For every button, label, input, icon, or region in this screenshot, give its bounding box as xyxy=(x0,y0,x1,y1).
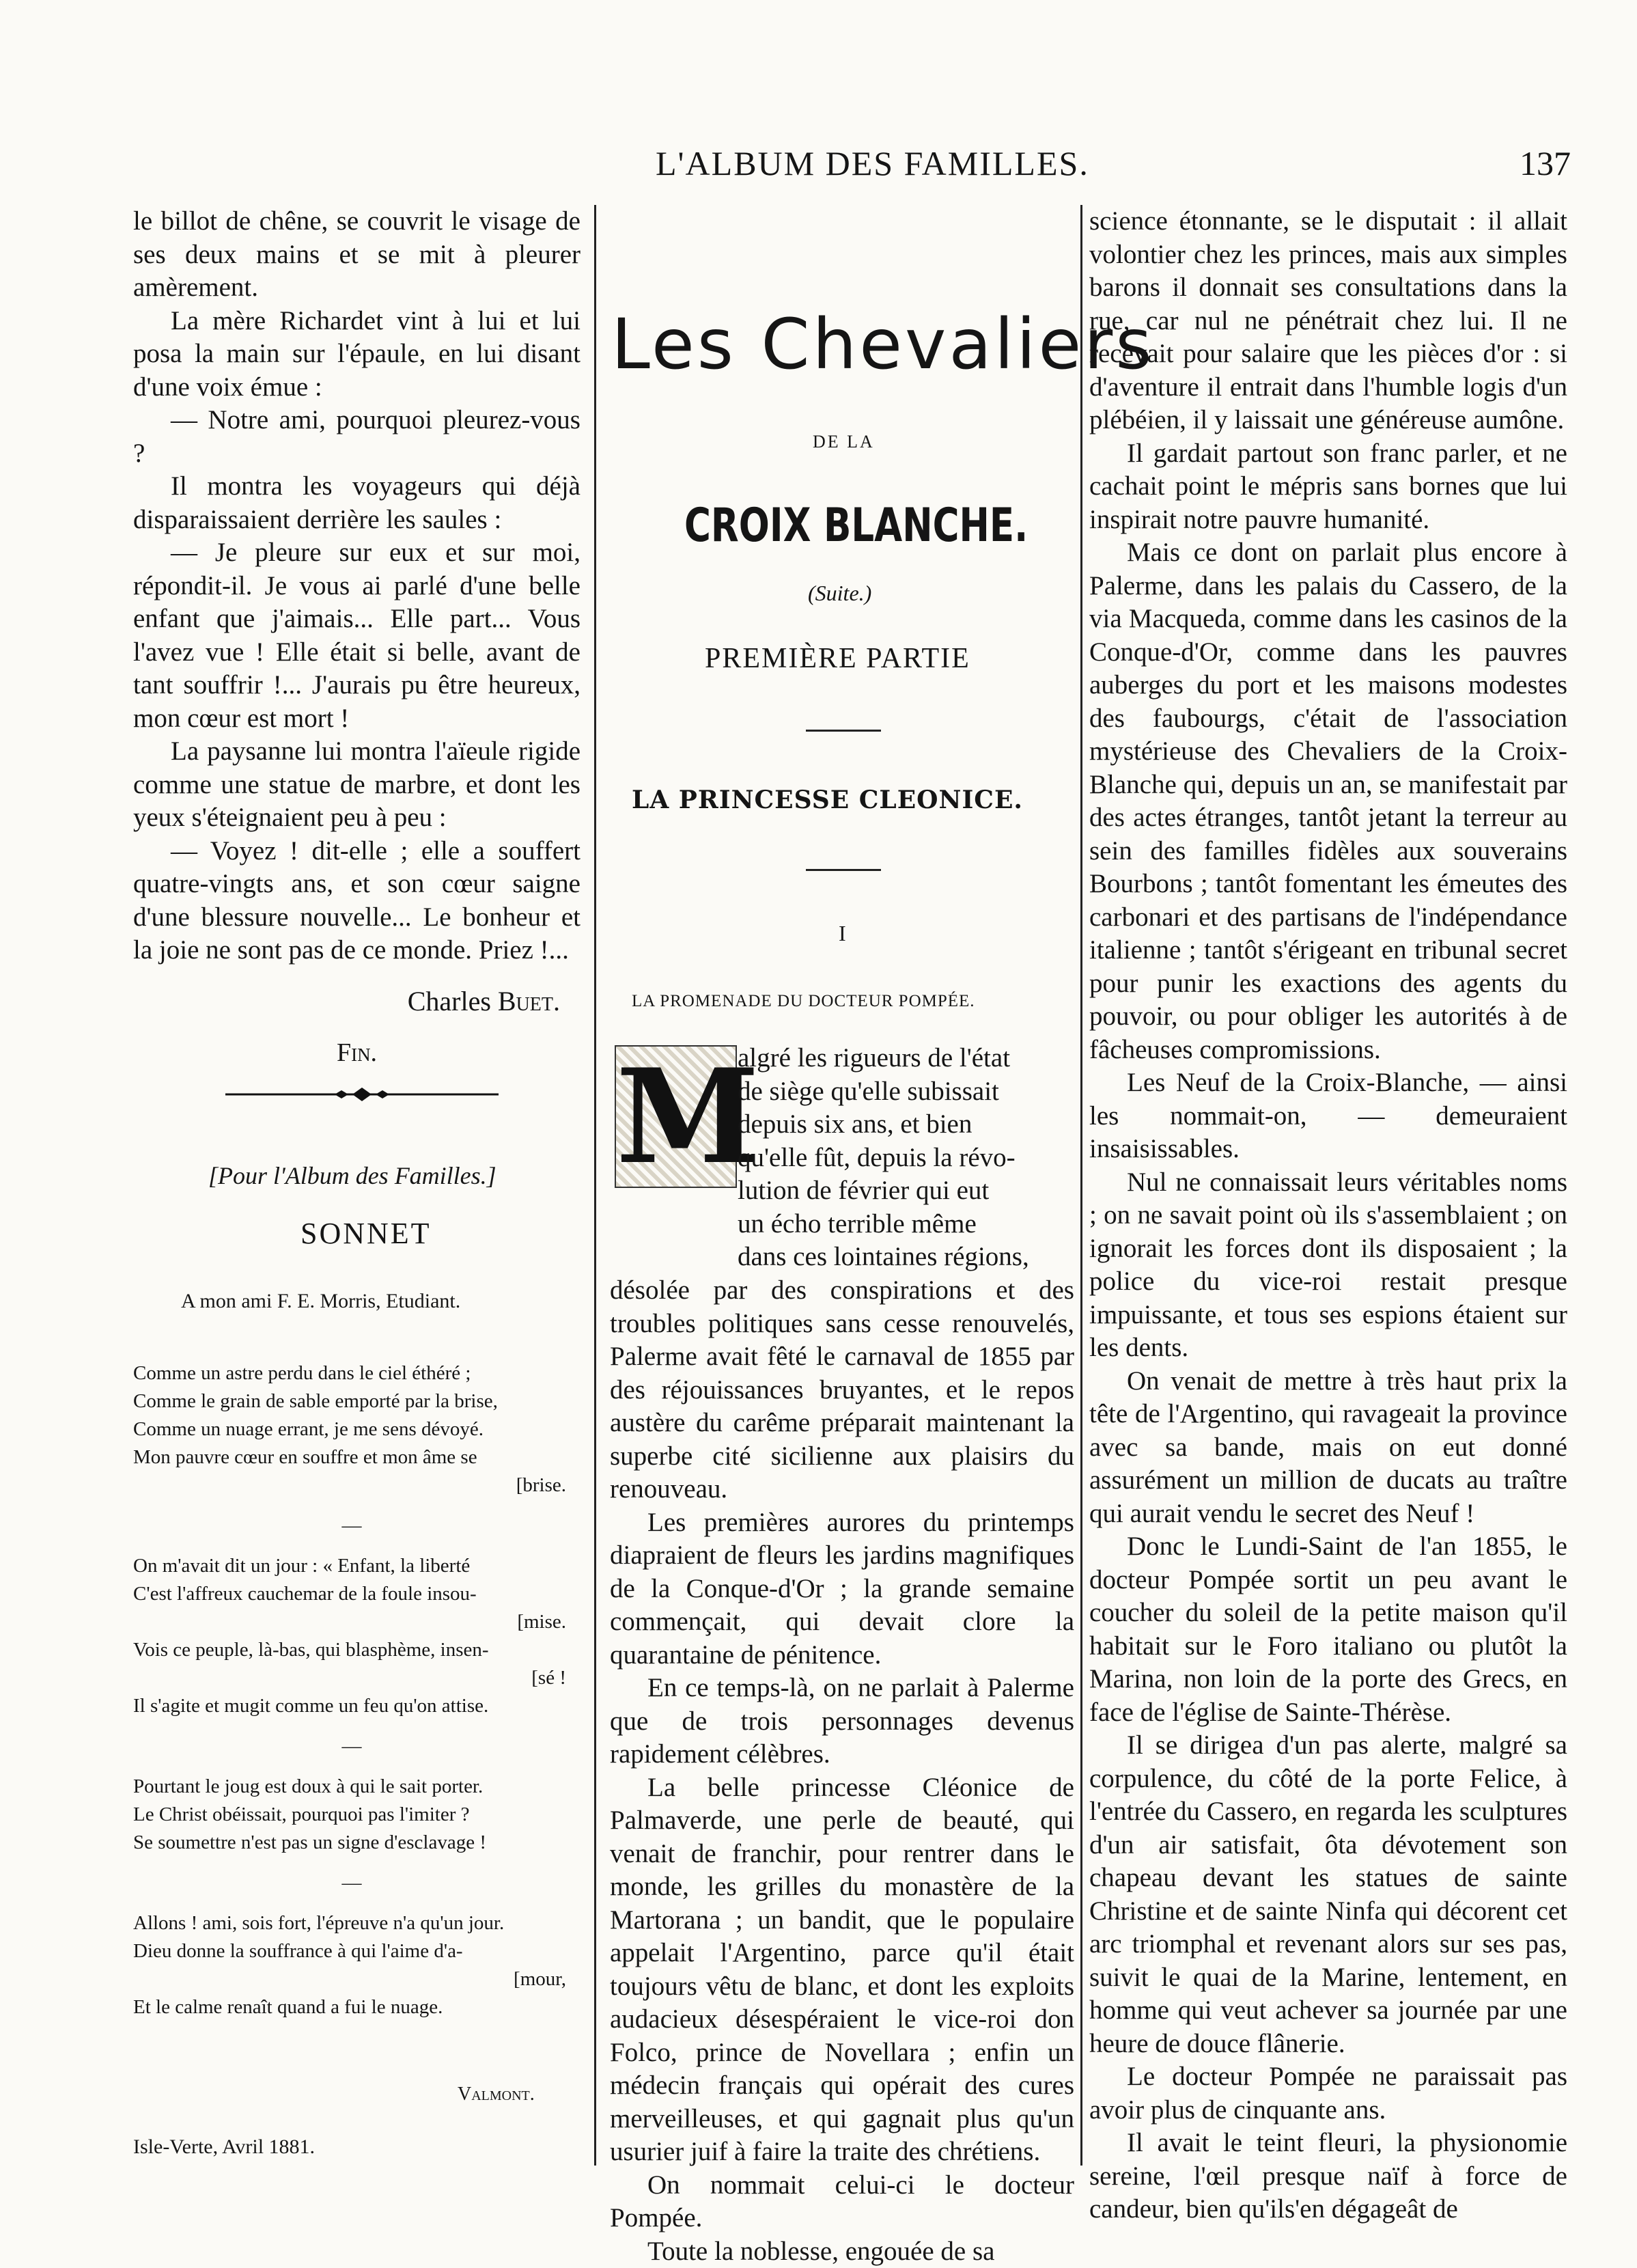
paragraph: Il montra les voyageurs qui déjà disparaissaient derrière les saules : xyxy=(133,470,580,536)
poem-line-continuation: [mour, xyxy=(133,1965,570,1993)
sonnet-title: SONNET xyxy=(300,1216,432,1251)
section-heading: LA PROMENADE DU DOCTEUR POMPÉE. xyxy=(632,992,975,1011)
poem-line: Pourtant le joug est doux à qui le sait porter. xyxy=(133,1773,570,1801)
paragraph: — Voyez ! dit-elle ; elle a souffert quatre-vingts ans, et son cœur saigne d'une blessure nouvelle... Le bonheur et la joie ne sont pas de ce monde. Priez !... xyxy=(133,835,580,967)
stanza-dash: — xyxy=(133,1732,570,1760)
poem-line: C'est l'affreux cauchemar de la foule insou- xyxy=(133,1580,570,1608)
paragraph: Les premières aurores du printemps diapraient de fleurs les jardins magnifiques de la Conque-d'Or ; la grande semaine commençait, qui devait clore la quarantaine de pénitence. xyxy=(610,1506,1074,1672)
paragraph: La mère Richardet vint à lui et lui posa la main sur l'épaule, en lui disant d'une voix émue : xyxy=(133,305,580,404)
fin-label: Fin. xyxy=(133,1038,580,1068)
paragraph: Il se dirigea d'un pas alerte, malgré sa corpulence, du côté de la porte Felice, à l'entrée du Cassero, en regarda les sculptures d'un air satisfait, ôta dévotement son chapeau devant les statues de sainte Christine et de sainte Ninfa qui décorent cet arc triomphal et revenant alors sur ses pas, suivit le quai de la Marine, lentement, en homme qui veut achever sa journée par une heure de douce flânerie. xyxy=(1089,1729,1567,2060)
paragraph: Donc le Lundi-Saint de l'an 1855, le docteur Pompée sortit un peu avant le coucher du soleil de la petite maison qu'il habitait sur le Foro italiano ou plutôt la Marina, non loin de la porte des Grecs, en face de l'église de Sainte-Thérèse. xyxy=(1089,1530,1567,1729)
text-line: un écho terrible même xyxy=(738,1208,1074,1241)
poem-line: Comme le grain de sable emporté par la brise, xyxy=(133,1387,570,1415)
author-last-name: Buet. xyxy=(498,986,560,1017)
column-rule-left xyxy=(594,205,596,2166)
author-signature xyxy=(133,985,580,1017)
column-right xyxy=(1089,205,1567,2226)
paragraph: La paysanne lui montra l'aïeule rigide comme une statue de marbre, et dont les yeux s'éteignaient peu à peu : xyxy=(133,735,580,835)
poem-signature: Valmont. xyxy=(458,2084,535,2105)
poem-line: On m'avait dit un jour : « Enfant, la liberté xyxy=(133,1552,570,1580)
poem-line: Dieu donne la souffrance à qui l'aime d'a- xyxy=(133,1937,570,1965)
column-rule-right xyxy=(1080,205,1082,2166)
paragraph: Il gardait partout son franc parler, et ne cachait point le mépris sans bornes que lui inspirait notre pauvre humanité. xyxy=(1089,437,1567,537)
stanza-dash: — xyxy=(133,1512,570,1540)
paragraph: désolée par des conspirations et des troubles politiques sans cesse renouvelés, Palerme avait fêté le carnaval de 1855 par des réjouissances bruyantes, et le repos austère du carême préparait maintenant la superbe cité sicilienne aux plaisirs du renouveau. xyxy=(610,1274,1074,1506)
paragraph: Les Neuf de la Croix-Blanche, — ainsi les nommait-on, — demeuraient insaisissables. xyxy=(1089,1066,1567,1166)
poem-line: Vois ce peuple, là-bas, qui blasphème, insen- xyxy=(133,1636,570,1664)
serial-title: Les Chevaliers xyxy=(611,304,1154,385)
chapter-title: LA PRINCESSE CLEONICE. xyxy=(632,786,1023,814)
author-first-name: Charles xyxy=(408,986,491,1017)
text-line: de siège qu'elle subissait xyxy=(738,1075,1074,1109)
sonnet-text xyxy=(133,1359,570,2021)
poem-line: Comme un astre perdu dans le ciel éthéré ; xyxy=(133,1359,570,1387)
poem-line-continuation: [mise. xyxy=(133,1608,570,1636)
story-ending xyxy=(133,205,580,967)
paragraph: le billot de chêne, se couvrit le visage de ses deux mains et se mit à pleurer amèrement. xyxy=(133,205,580,305)
page-number: 137 xyxy=(1520,143,1571,183)
poem-line: Mon pauvre cœur en souffre et mon âme se xyxy=(133,1443,570,1471)
serial-de-la: DE LA xyxy=(813,432,875,452)
short-rule xyxy=(806,869,881,871)
running-title: L'ALBUM DES FAMILLES. xyxy=(656,143,1089,183)
serial-suite: (Suite.) xyxy=(808,581,871,606)
paragraph: Il avait le teint fleuri, la physionomie sereine, l'œil presque naïf à force de candeur, bien qu'ils'en dégageât de xyxy=(1089,2127,1567,2226)
story-continuation xyxy=(1089,205,1567,2226)
drop-cap-wrapped-text xyxy=(738,1042,1074,1274)
paragraph: Le docteur Pompée ne paraissait pas avoir plus de cinquante ans. xyxy=(1089,2060,1567,2127)
page-header xyxy=(587,143,1571,184)
paragraph: — Notre ami, pourquoi pleurez-vous ? xyxy=(133,404,580,470)
chapter-number: I xyxy=(839,921,846,946)
paragraph: La belle princesse Cléonice de Palmaverde, une perle de beauté, qui venait de franchir, pour rentrer dans le monde, les grilles du monastère de la Martorana ; un bandit, que le populaire appelait l'Argentino, parce qu'il était toujours vêtu de blanc, et dont les exploits audacieux désespéraient le vice-roi don Folco, prince de Novellara ; enfin un médecin français qui opérait des cures merveilleuses, et qui gagnait plus qu'un usurier juif à faire la traite des chrétiens. xyxy=(610,1771,1074,2169)
text-line: lution de février qui eut xyxy=(738,1174,1074,1208)
paragraph: En ce temps-là, on ne parlait à Palerme que de trois personnages devenus rapidement célèbres. xyxy=(610,1672,1074,1771)
paragraph: On nommait celui-ci le docteur Pompée. xyxy=(610,2169,1074,2235)
stanza-dash: — xyxy=(133,1869,570,1897)
text-line: qu'elle fût, depuis la révo- xyxy=(738,1142,1074,1175)
story-opening xyxy=(610,1274,1074,2268)
paragraph: Nul ne connaissait leurs véritables noms ; on ne savait point où ils s'assemblaient ; on ignorait les forces dont ils disposaient ; la police du vice-roi restait presque impuissante, et tous ses espions étaient sur les dents. xyxy=(1089,1166,1567,1365)
drop-cap-letter: M xyxy=(616,1047,736,1187)
poem-line: Et le calme renaît quand a fui le nuage. xyxy=(133,1993,570,2021)
paragraph: Mais ce dont on parlait plus encore à Palerme, dans les palais du Cassero, de la via Macqueda, comme dans les casinos de la Conque-d'Or, comme dans les pauvres auberges du port et les maisons modestes des faubourgs, c'était de l'association mystérieuse des Chevaliers de la Croix-Blanche qui, depuis un an, se manifestait par des actes étranges, tantôt jetant la terreur au sein des familles fidèles aux souverains Bourbons ; tantôt fomentant les émeutes des carbonari et des partisans de l'indépendance italienne ; tantôt s'érigeant en tribunal secret pour punir les exactions des agents du pouvoir, ou pour obliger les autorités à de fâcheuses compromissions. xyxy=(1089,536,1567,1066)
sonnet-dedication: A mon ami F. E. Morris, Etudiant. xyxy=(181,1290,460,1313)
paragraph: — Je pleure sur eux et sur moi, répondit-il. Je vous ai parlé d'une belle enfant que j'aimais... Elle part... Vous l'avez vue ! Elle était si belle, avant de tant souffrir !... J'aurais pu être heureux, mon cœur est mort ! xyxy=(133,536,580,735)
part-heading: PREMIÈRE PARTIE xyxy=(705,642,970,675)
poem-line: Allons ! ami, sois fort, l'épreuve n'a qu'un jour. xyxy=(133,1909,570,1937)
poem-line: Il s'agite et mugit comme un feu qu'on attise. xyxy=(133,1692,570,1720)
paragraph: On venait de mettre à très haut prix la tête de l'Argentino, qui ravageait la province avec sa bande, mais on eut donné assurément un million de ducats au traître qui aurait vendu le secret des Neuf ! xyxy=(1089,1365,1567,1531)
short-rule xyxy=(806,730,881,732)
poem-line: Se soumettre n'est pas un signe d'esclavage ! xyxy=(133,1829,570,1857)
paragraph: science étonnante, se le disputait : il allait volontier chez les princes, mais aux simples barons il donnait ses consultations dans la rue, car nul ne pénétrait chez lui. Il ne recevait pour salaire que les pièces d'or : si d'aventure il entrait dans l'humble logis d'un plébéien, il y laissait une généreuse aumône. xyxy=(1089,205,1567,437)
drop-cap xyxy=(615,1045,737,1188)
column-left xyxy=(133,205,580,1068)
poem-place-date: Isle-Verte, Avril 1881. xyxy=(133,2135,315,2159)
text-line: algré les rigueurs de l'état xyxy=(738,1042,1074,1075)
poem-line: Comme un nuage errant, je me sens dévoyé. xyxy=(133,1415,570,1443)
sonnet-credit: [Pour l'Album des Familles.] xyxy=(208,1161,496,1190)
text-line: dans ces lointaines régions, xyxy=(738,1241,1074,1274)
poem-line: Le Christ obéissait, pourquoi pas l'imiter ? xyxy=(133,1801,570,1829)
poem-line-continuation: [sé ! xyxy=(133,1664,570,1692)
ornament-divider-icon xyxy=(225,1086,499,1103)
text-line: depuis six ans, et bien xyxy=(738,1108,1074,1142)
poem-line-continuation: [brise. xyxy=(133,1471,570,1499)
paragraph: Toute la noblesse, engouée de sa xyxy=(610,2235,1074,2268)
serial-subtitle: CROIX BLANCHE. xyxy=(684,499,1028,553)
